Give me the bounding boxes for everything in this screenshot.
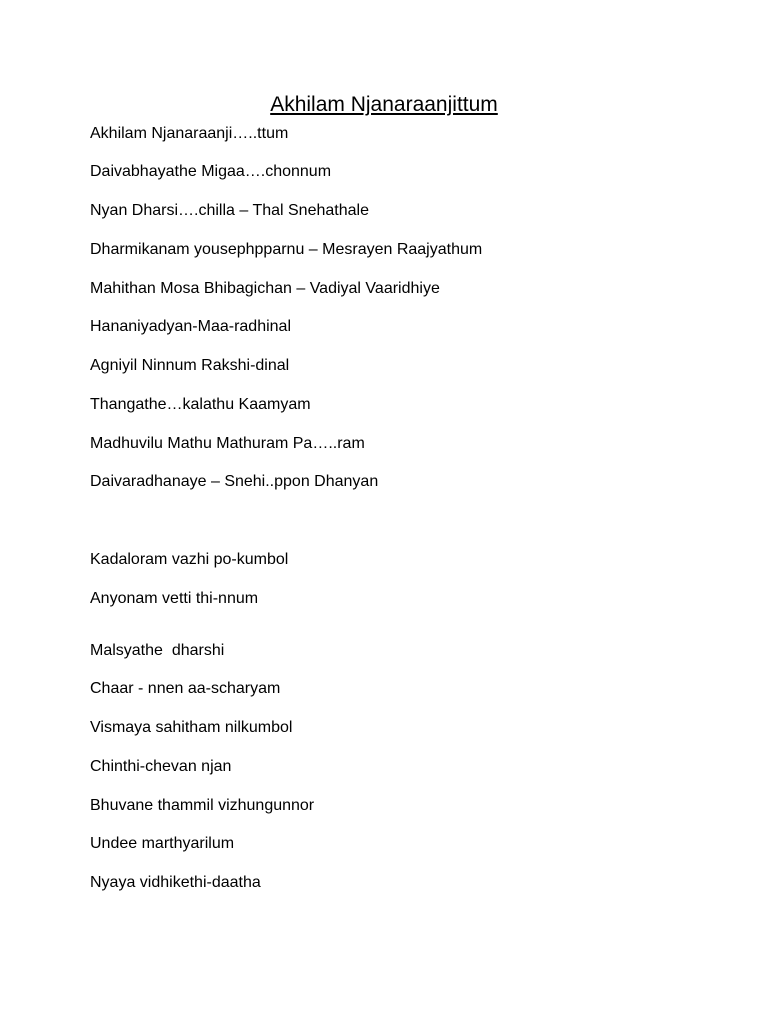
lyric-line: Chaar - nnen aa-scharyam (90, 680, 281, 697)
lyric-line: Anyonam vetti thi-nnum (90, 590, 259, 607)
lyric-line: Thangathe…kalathu Kaamyam (90, 396, 311, 413)
lyric-line: Mahithan Mosa Bhibagichan – Vadiyal Vaaridhiye (90, 280, 440, 297)
lyric-line: Daivabhayathe Migaa….chonnum (90, 163, 332, 180)
lyric-line: Nyan Dharsi….chilla – Thal Snehathale (90, 202, 369, 219)
lyric-line: Kadaloram vazhi po-kumbol (90, 551, 289, 568)
lyric-line: Chinthi-chevan njan (90, 758, 232, 775)
lyric-line: Undee marthyarilum (90, 835, 235, 852)
lyric-line: Madhuvilu Mathu Mathuram Pa…..ram (90, 435, 365, 452)
lyric-line: Malsyathe dharshi (90, 642, 225, 659)
lyric-line: Agniyil Ninnum Rakshi-dinal (90, 357, 290, 374)
lyric-line: Nyaya vidhikethi-daatha (90, 874, 261, 891)
lyric-line: Dharmikanam yousephpparnu – Mesrayen Raajyathum (90, 241, 483, 258)
lyric-line: Daivaradhanaye – Snehi..ppon Dhanyan (90, 473, 379, 490)
lyric-line: Vismaya sahitham nilkumbol (90, 719, 293, 736)
document-title: Akhilam Njanaraanjittum (270, 93, 498, 116)
lyric-line: Akhilam Njanaraanji…..ttum (90, 125, 289, 142)
lyric-line: Hananiyadyan-Maa-radhinal (90, 318, 292, 335)
lyric-line: Bhuvane thammil vizhungunnor (90, 797, 315, 814)
